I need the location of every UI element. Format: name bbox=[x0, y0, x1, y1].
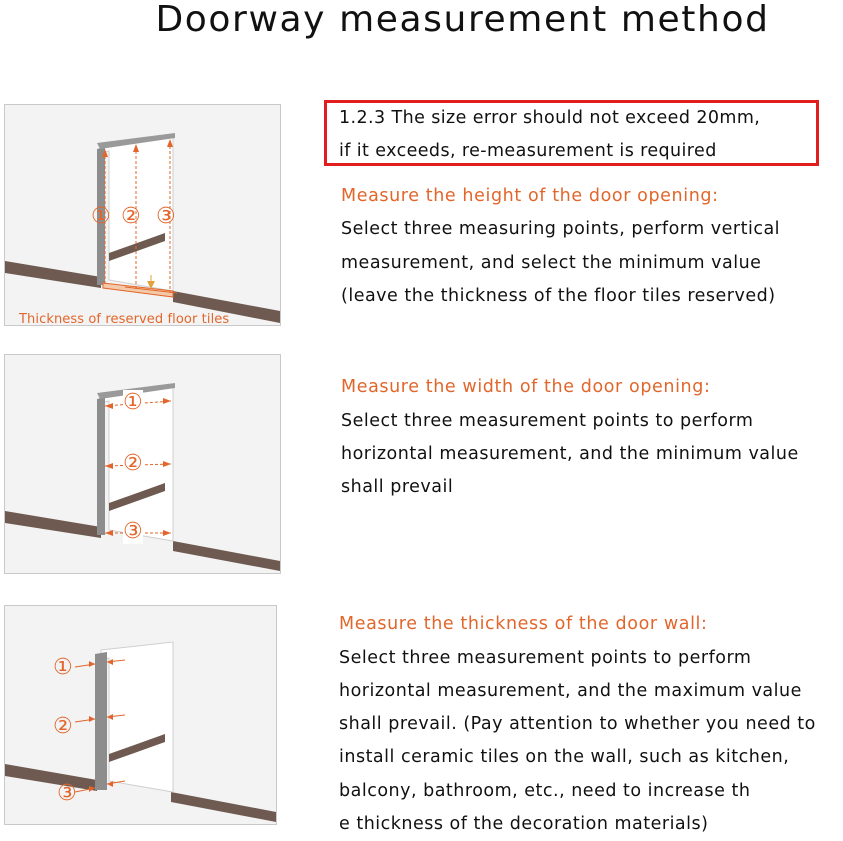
height-line-3: (leave the thickness of the floor tiles reserved) bbox=[341, 286, 776, 306]
height-marker-1: ① bbox=[91, 204, 111, 229]
width-marker-3: ③ bbox=[123, 519, 143, 544]
thickness-line-6: e thickness of the decoration materials) bbox=[339, 814, 709, 834]
thickness-line-2: horizontal measurement, and the maximum value bbox=[339, 681, 802, 701]
notice-line-2: if it exceeds, re-measurement is required bbox=[339, 141, 717, 161]
page-title: Doorway measurement method bbox=[155, 0, 770, 40]
thickness-diagram bbox=[4, 605, 277, 825]
width-marker-1: ① bbox=[123, 390, 143, 415]
height-marker-3: ③ bbox=[156, 204, 176, 229]
thickness-line-4: install ceramic tiles on the wall, such as kitchen, bbox=[339, 747, 790, 767]
thickness-line-5: balcony, bathroom, etc., need to increase th bbox=[339, 781, 751, 801]
thickness-line-1: Select three measurement points to perform bbox=[339, 648, 752, 668]
height-diagram bbox=[4, 104, 281, 326]
height-marker-2: ② bbox=[121, 204, 141, 229]
thickness-marker-3: ③ bbox=[57, 781, 77, 806]
width-marker-2: ② bbox=[123, 451, 143, 476]
width-heading: Measure the width of the door opening: bbox=[341, 377, 711, 397]
notice-line-1: 1.2.3 The size error should not exceed 20mm, bbox=[339, 108, 761, 128]
reserved-tiles-caption: Thickness of reserved floor tiles bbox=[19, 312, 230, 326]
width-line-1: Select three measurement points to perform bbox=[341, 411, 754, 431]
thickness-diagram-svg bbox=[5, 606, 276, 824]
height-line-2: measurement, and select the minimum value bbox=[341, 253, 762, 273]
door-frame-edge bbox=[97, 397, 105, 535]
height-line-1: Select three measuring points, perform vertical bbox=[341, 219, 781, 239]
thickness-heading: Measure the thickness of the door wall: bbox=[339, 614, 708, 634]
thickness-marker-2: ② bbox=[53, 714, 73, 739]
width-line-2: horizontal measurement, and the minimum value bbox=[341, 444, 799, 464]
height-diagram-svg bbox=[5, 105, 280, 325]
wall-edge bbox=[95, 652, 107, 790]
width-line-3: shall prevail bbox=[341, 477, 454, 497]
height-heading: Measure the height of the door opening: bbox=[341, 186, 719, 206]
error-notice-box bbox=[324, 100, 819, 166]
thickness-line-3: shall prevail. (Pay attention to whether you need to bbox=[339, 714, 816, 734]
width-diagram bbox=[4, 354, 281, 574]
thickness-marker-1: ① bbox=[53, 655, 73, 680]
